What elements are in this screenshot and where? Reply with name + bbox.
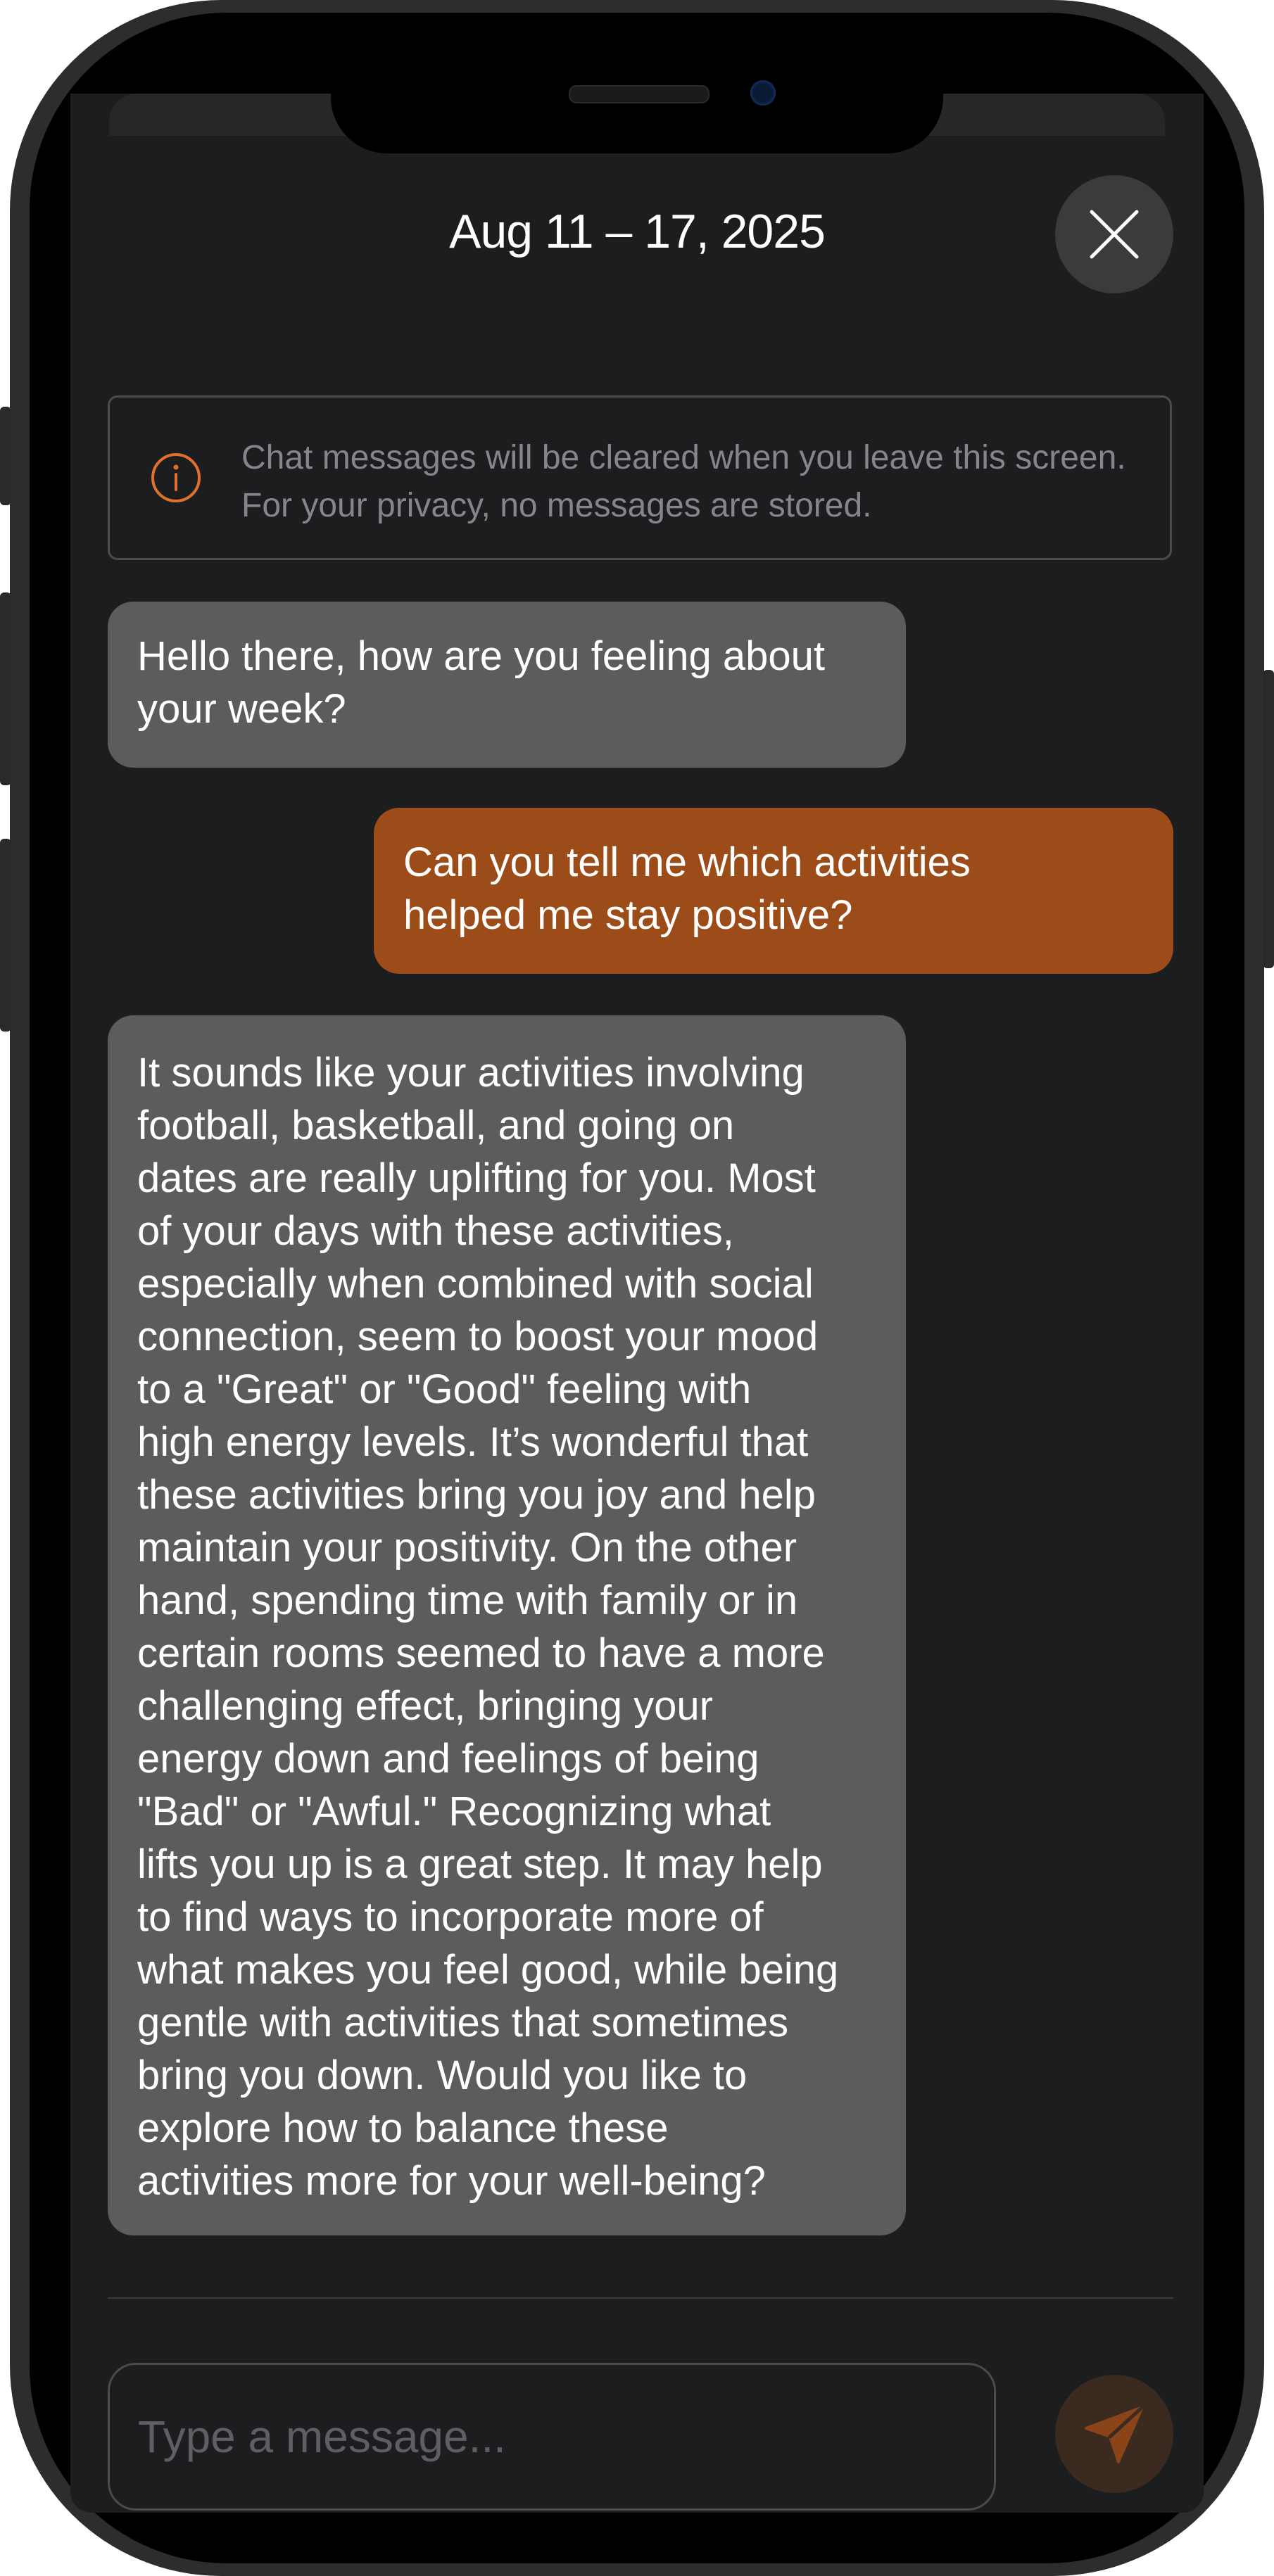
volume-up-button: [0, 592, 11, 785]
earpiece-speaker: [569, 85, 709, 103]
front-camera: [750, 80, 776, 106]
message-text: Hello there, how are you feeling about your week?: [137, 633, 825, 732]
action-button: [0, 407, 11, 505]
close-button[interactable]: [1055, 175, 1173, 293]
message-text: It sounds like your activities involving football, basketball, and going on dates are really uplifting for you. Most of your days with these activities, especially when combined with social connection, seem to boost your mood to a "Great" or "Good" feeling with high energy levels. It’s wonderful that these activities bring you joy and help maintain your positivity. On the other hand, spending time with family or in certain rooms seemed to have a more challenging effect, bringing your energy down and feelings of being "Bad" or "Awful." Recognizing what lifts you up is a great step. It may help to find ways to incorporate more of what makes you feel good, while being gentle with activities that sometimes bring you down. Would you like to explore how to balance these activities more for your well-being?: [137, 1050, 839, 2204]
send-icon: [1083, 2403, 1145, 2465]
notch: [331, 59, 943, 153]
close-icon: [1089, 209, 1140, 260]
info-icon: [151, 452, 201, 503]
privacy-notice: [108, 395, 1172, 560]
message-text: Can you tell me which activities helped me stay positive?: [403, 839, 971, 938]
volume-down-button: [0, 839, 11, 1032]
user-message: [374, 808, 1173, 974]
power-button: [1263, 670, 1274, 968]
assistant-message: [108, 602, 906, 768]
composer-divider: [108, 2297, 1173, 2299]
send-button[interactable]: [1055, 2375, 1173, 2493]
message-input[interactable]: [108, 2363, 996, 2511]
privacy-notice-text: Chat messages will be cleared when you leave this screen. For your privacy, no messages are stored.: [241, 439, 1126, 524]
assistant-message: [108, 1015, 906, 2235]
page-title: Aug 11 – 17, 2025: [449, 205, 825, 258]
